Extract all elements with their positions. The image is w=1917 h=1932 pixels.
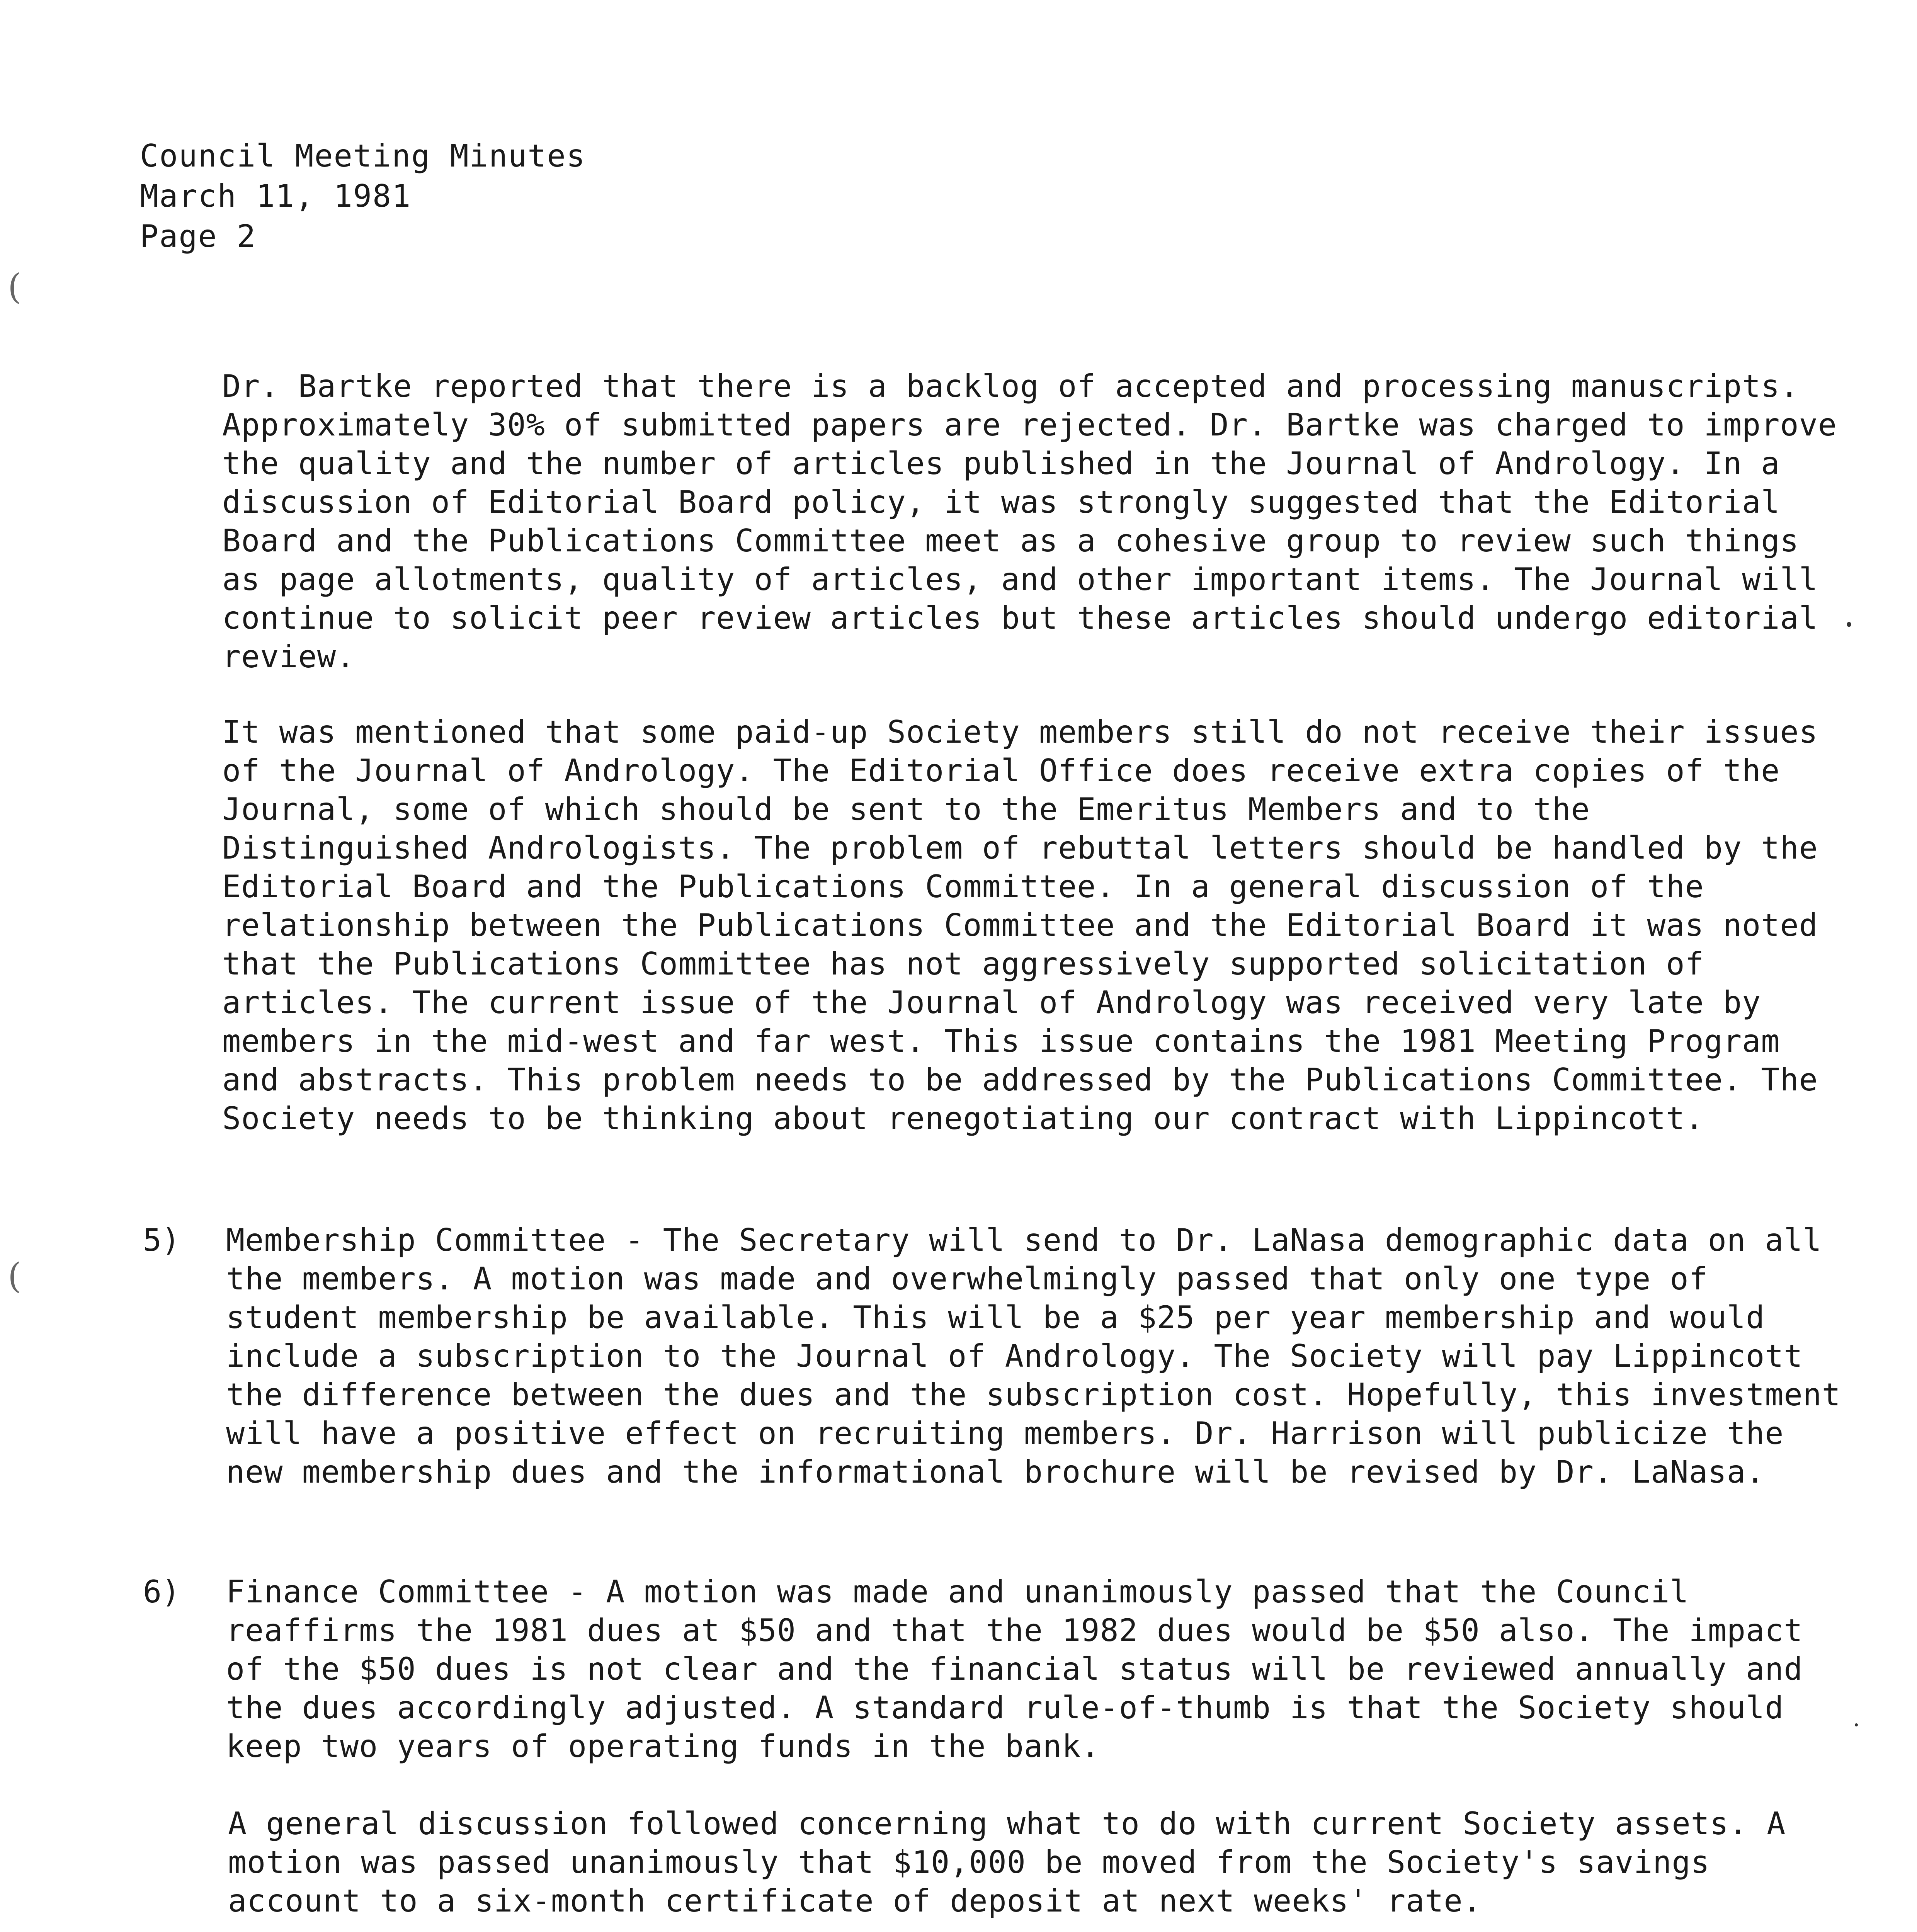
page-number: Page 2 — [140, 218, 256, 254]
list-item-finance-committee — [143, 1573, 1843, 1781]
paragraph-editor-report: Dr. Bartke reported that there is a backlog of accepted and processing manuscripts. Approximately 30% of submitted papers are rejected. Dr. Bartke was charged to improve the quality and the number of articles published in the Journal of Andrology. In a discussion of Editorial Board policy, it was strongly suggested that the Editorial Board and the Publications Committee meet as a cohesive group to review such things as page allotments, quality of articles, and other important items. The Journal will continue to solicit peer review articles but these articles should undergo editorial review. — [222, 368, 1837, 675]
margin-punch-mark: ( — [8, 267, 22, 307]
paragraph-journal-issues: It was mentioned that some paid-up Society members still do not receive their issues of the Journal of Andrology. The Editorial Office does receive extra copies of the Journal, some of which should be sent to the Emeritus Members and to the Distinguished Andrologists. The problem of rebuttal letters should be handled by the Editorial Board and the Publications Committee. In a general discussion of the relationship between the Publications Committee and the Editorial Board it was noted that the Publications Committee has not aggressively supported solicitation of articles. The current issue of the Journal of Andrology was received very late by members in the mid-west and far west. This issue contains the 1981 Meeting Program and abstracts. This problem needs to be addressed by the Publications Committee. The Society needs to be thinking about renegotiating our contract with Lippincott. — [222, 714, 1818, 1136]
paragraph-society-assets: A general discussion followed concerning what to do with current Society assets. A motion was passed unanimously that $10,000 be moved from the Society's savings account to a six-month certificate of deposit at next weeks' rate. — [228, 1806, 1786, 1919]
document-date: March 11, 1981 — [140, 178, 412, 214]
list-item-number: 5) — [143, 1222, 180, 1258]
margin-punch-mark: ( — [8, 1256, 22, 1296]
scan-speck — [1847, 622, 1851, 627]
list-item-text: Membership Committee - The Secretary will send to Dr. LaNasa demographic data on all the members. A motion was made and overwhelmingly passed that only one type of student membership be available. This will be a $25 per year membership and would include a subscription to the Journal of Andrology. The Society will pay Lippincott the difference between the dues and the subscription cost. Hopefully, this investment will have a positive effect on recruiting members. Dr. Harrison will publicize the new membership dues and the informational brochure will be revised by Dr. LaNasa. — [226, 1222, 1841, 1490]
list-item-number: 6) — [143, 1574, 180, 1610]
document-header — [140, 136, 586, 257]
scan-speck — [1855, 1723, 1858, 1726]
document-title: Council Meeting Minutes — [140, 138, 586, 174]
list-item-text: Finance Committee - A motion was made and unanimously passed that the Council reaffirms the 1981 dues at $50 and that the 1982 dues would be $50 also. The impact of the $50 dues is not clear and the financial status will be reviewed annually and the dues accordingly adjusted. A standard rule-of-thumb is that the Society should keep two years of operating funds in the bank. — [226, 1574, 1803, 1764]
list-item-membership-committee — [143, 1221, 1843, 1538]
